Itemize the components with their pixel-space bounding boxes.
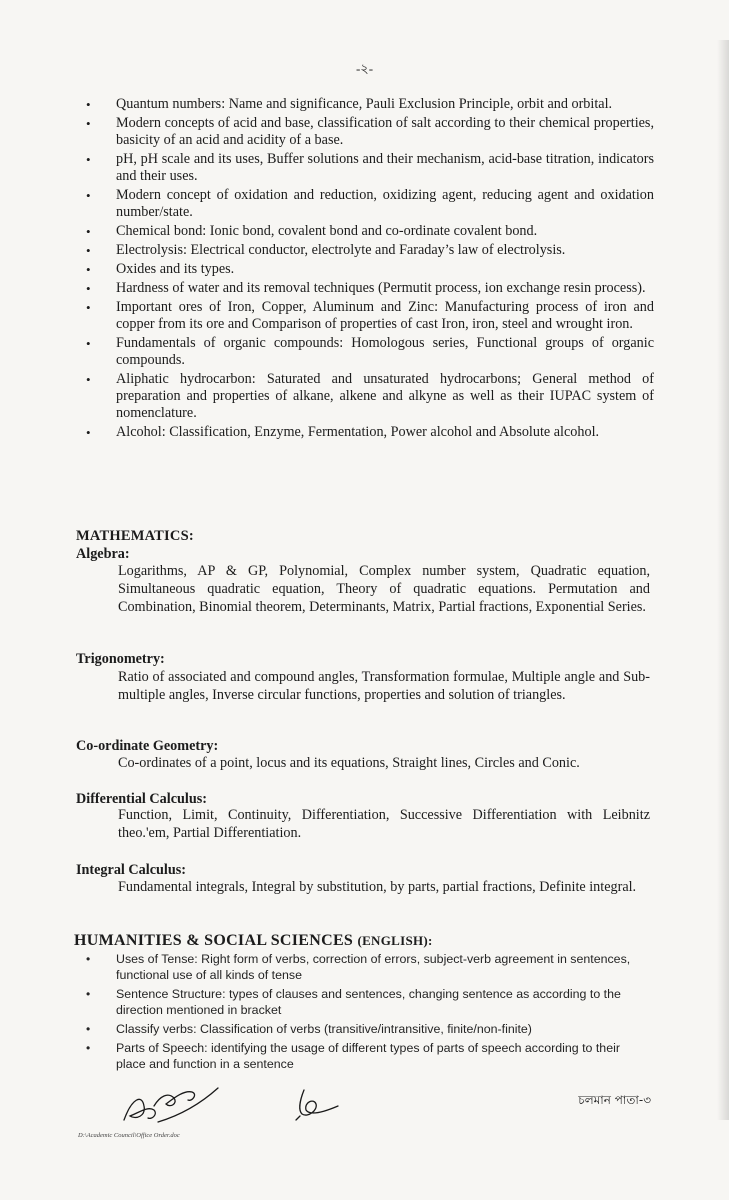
integral-calculus-heading: Integral Calculus: bbox=[76, 862, 186, 878]
trigonometry-text: Ratio of associated and compound angles, Transformation formulae, Multiple angle and Sub-multiple angles, Inverse circular functions, properties and solution of triangles. bbox=[118, 669, 650, 703]
list-item: • Sentence Structure: types of clauses and sentences, changing sentence as according to the direction mentioned in bracket bbox=[86, 986, 648, 1018]
file-path-footer: D:\Academic Council\Office Order.doc bbox=[78, 1132, 180, 1139]
list-item: • Hardness of water and its removal techniques (Permutit process, ion exchange resin process). bbox=[86, 280, 654, 297]
chemistry-topic-list bbox=[86, 96, 654, 443]
signature-mark bbox=[118, 1076, 228, 1132]
differential-calculus-heading: Differential Calculus: bbox=[76, 791, 207, 807]
integral-calculus-text: Fundamental integrals, Integral by substitution, by parts, partial fractions, Definite integral. bbox=[118, 879, 637, 895]
coordinate-geometry-heading: Co-ordinate Geometry: bbox=[76, 738, 219, 754]
coordinate-geometry-text: Co-ordinates of a point, locus and its equations, Straight lines, Circles and Conic. bbox=[118, 755, 580, 771]
algebra-heading: Algebra: bbox=[76, 546, 130, 562]
list-item: • Uses of Tense: Right form of verbs, correction of errors, subject-verb agreement in sentences, functional use of all kinds of tense bbox=[86, 951, 648, 983]
list-item: • Modern concept of oxidation and reduction, oxidizing agent, reducing agent and oxidation number/state. bbox=[86, 187, 654, 221]
list-item: • Modern concepts of acid and base, classification of salt according to their chemical properties, basicity of an acid and acidity of a base. bbox=[86, 115, 654, 149]
list-item: • Alcohol: Classification, Enzyme, Fermentation, Power alcohol and Absolute alcohol. bbox=[86, 424, 654, 441]
list-item: • Quantum numbers: Name and significance, Pauli Exclusion Principle, orbit and orbital. bbox=[86, 96, 654, 113]
english-topic-list bbox=[86, 951, 648, 1075]
list-item: • Fundamentals of organic compounds: Homologous series, Functional groups of organic compounds. bbox=[86, 335, 654, 369]
humanities-heading-sub: (ENGLISH): bbox=[357, 933, 433, 948]
trigonometry-heading: Trigonometry: bbox=[76, 651, 165, 667]
humanities-heading-main: HUMANITIES & SOCIAL SCIENCES bbox=[74, 932, 354, 949]
list-item: • Oxides and its types. bbox=[86, 261, 654, 278]
mathematics-heading: MATHEMATICS: bbox=[76, 528, 194, 544]
list-item: • Aliphatic hydrocarbon: Saturated and unsaturated hydrocarbons; General method of preparation and properties of alkane, alkene and alkyne as well as their IUPAC system of nomenclature. bbox=[86, 371, 654, 422]
algebra-text: Logarithms, AP & GP, Polynomial, Complex number system, Quadratic equation, Simultaneous quadratic equation, Theory of quadratic equations. Permutation and Combination, Binomial theorem, Determinants, Matrix, Partial fractions, Exponential Series. bbox=[118, 563, 650, 615]
page-number: -২- bbox=[355, 61, 374, 76]
list-item: • Parts of Speech: identifying the usage of different types of parts of speech according to their place and function in a sentence bbox=[86, 1040, 648, 1072]
continued-page-label: চলমান পাতা-৩ bbox=[578, 1093, 651, 1107]
list-item: • Important ores of Iron, Copper, Aluminum and Zinc: Manufacturing process of iron and copper from its ore and Comparison of properties of cast Iron, iron, steel and wrought iron. bbox=[86, 299, 654, 333]
list-item: • pH, pH scale and its uses, Buffer solutions and their mechanism, acid-base titration, indicators and their uses. bbox=[86, 151, 654, 185]
humanities-heading bbox=[74, 932, 433, 950]
differential-calculus-text: Function, Limit, Continuity, Differentiation, Successive Differentiation with Leibnitz theo.'em, Partial Differentiation. bbox=[118, 807, 650, 841]
list-item: • Chemical bond: Ionic bond, covalent bond and co-ordinate covalent bond. bbox=[86, 223, 654, 240]
list-item: • Classify verbs: Classification of verbs (transitive/intransitive, finite/non-finite) bbox=[86, 1021, 648, 1037]
signature-mark bbox=[290, 1080, 350, 1126]
scan-shadow-edge bbox=[717, 40, 729, 1120]
list-item: • Electrolysis: Electrical conductor, electrolyte and Faraday’s law of electrolysis. bbox=[86, 242, 654, 259]
